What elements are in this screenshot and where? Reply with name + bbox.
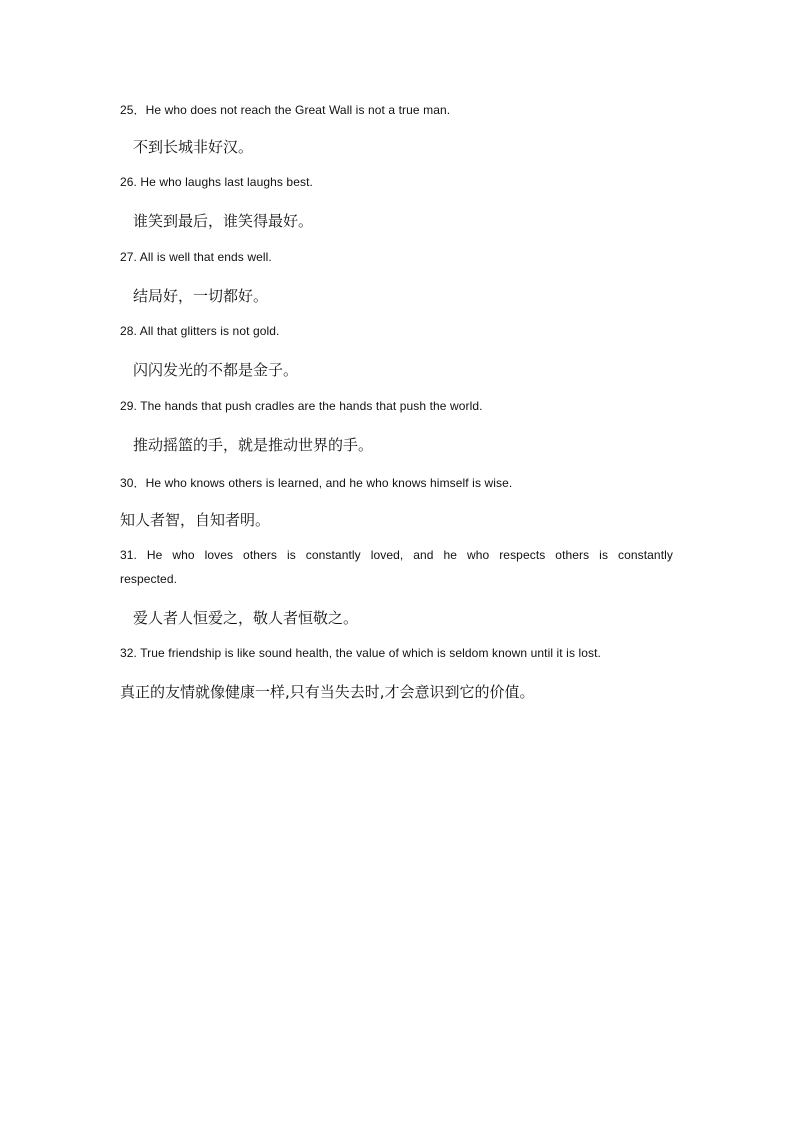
proverb-30-english: 30．He who knows others is learned, and he who knows himself is wise. [120, 476, 513, 490]
proverb-31-chinese: 爱人者人恒爱之，敬人者恒敬之。 [133, 609, 359, 627]
proverb-32-english: 32. True friendship is like sound health, the value of which is seldom known until it is lost. [120, 646, 601, 660]
proverb-31-english-line1: 31. He who loves others is constantly loved, and he who respects others is constantly [120, 548, 673, 562]
proverb-27-english: 27. All is well that ends well. [120, 250, 272, 264]
proverb-32-chinese: 真正的友情就像健康一样,只有当失去时,才会意识到它的价值。 [120, 683, 535, 701]
proverb-28-english: 28. All that glitters is not gold. [120, 324, 280, 338]
proverb-26-english: 26. He who laughs last laughs best. [120, 175, 313, 189]
proverb-31-english-line2: respected. [120, 572, 178, 586]
proverb-25-chinese: 不到长城非好汉。 [133, 138, 254, 156]
proverb-25-english: 25．He who does not reach the Great Wall is not a true man. [120, 103, 451, 117]
proverb-27-chinese: 结局好，一切都好。 [133, 287, 269, 305]
proverb-28-chinese: 闪闪发光的不都是金子。 [133, 361, 299, 379]
proverb-26-chinese: 谁笑到最后，谁笑得最好。 [133, 212, 314, 230]
proverb-29-english: 29. The hands that push cradles are the hands that push the world. [120, 399, 483, 413]
proverb-30-chinese: 知人者智，自知者明。 [120, 511, 271, 529]
proverb-29-chinese: 推动摇篮的手，就是推动世界的手。 [133, 436, 374, 454]
